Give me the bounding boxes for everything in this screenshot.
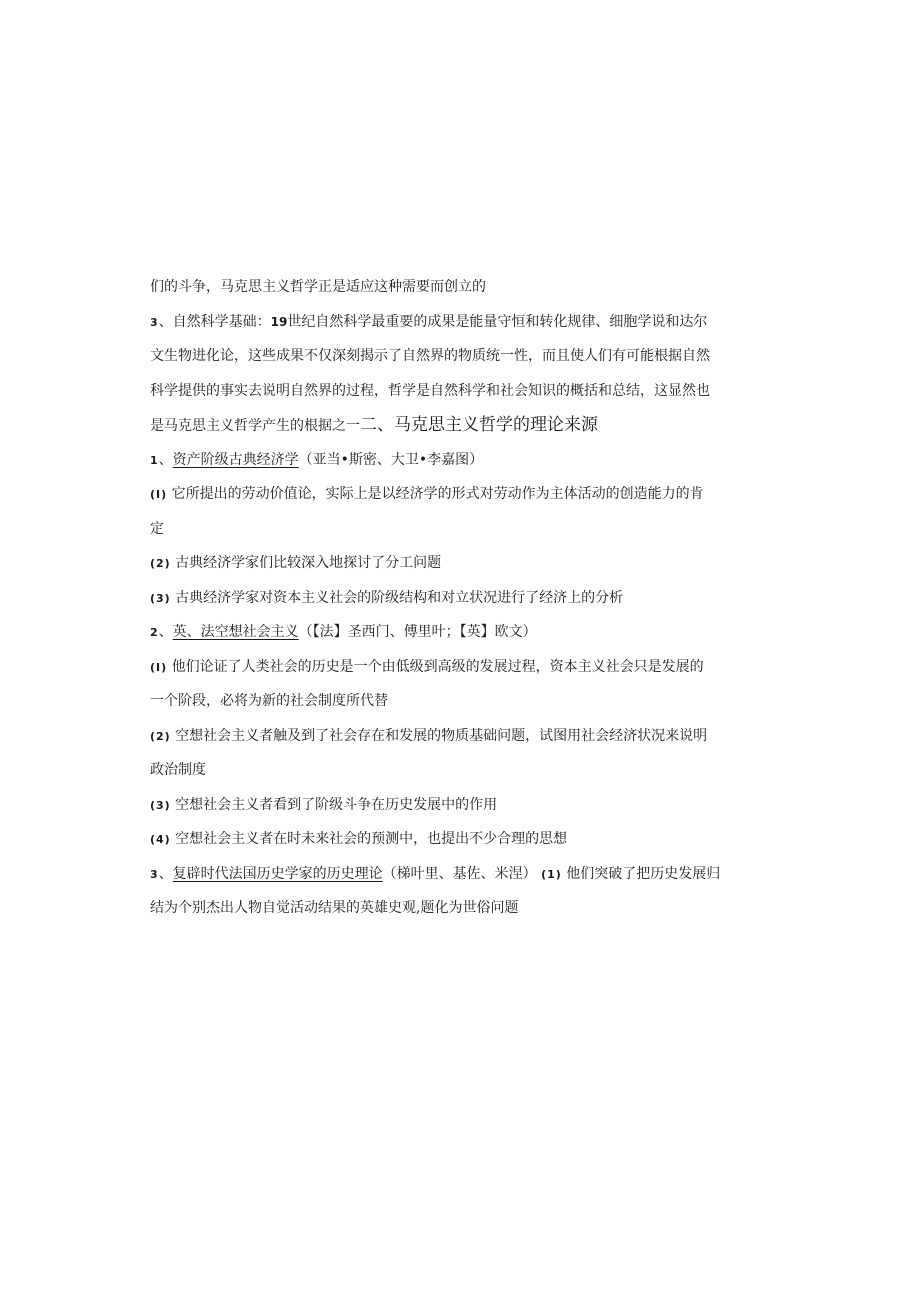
- item-number: (1): [541, 867, 562, 881]
- paragraph-line: [150, 270, 780, 305]
- paragraph-line-with-heading: [150, 408, 780, 443]
- text: 是马克思主义哲学产生的根据之一: [150, 418, 360, 434]
- text: 科学提供的事实去说明自然界的过程，哲学是自然科学和社会知识的概括和总结，这显然也: [150, 382, 710, 399]
- text: 空想社会主义者在时未来社会的预测中，也提出不少合理的思想: [175, 831, 568, 847]
- underlined-title: 资产阶级古典经济学: [172, 451, 299, 468]
- text: 、自然科学基础：: [158, 313, 271, 330]
- text: 他们论证了人类社会的历史是一个由低级到高级的发展过程，资本主义社会只是发展的: [171, 658, 704, 675]
- text: 它所提出的劳动价值论，实际上是以经济学的形式对劳动作为主体活动的创造能力的肯: [171, 486, 704, 502]
- text: 古典经济学家们比较深入地探讨了分工问题: [175, 555, 442, 571]
- paragraph-line: [150, 891, 780, 926]
- underlined-title: 英、法空想社会主义: [172, 624, 299, 640]
- century-number: 19: [270, 314, 288, 329]
- text: （【法】圣西门、傅里叶；【英】欧文）: [298, 624, 537, 640]
- item-number: (I): [150, 488, 168, 501]
- subsection-classical-economics: [150, 443, 780, 478]
- underlined-title: 复辟时代法国历史学家的历史理论: [172, 865, 383, 882]
- text: （梯叶里、基佐、米涅）: [382, 865, 537, 882]
- item-number: (I): [150, 660, 168, 674]
- text: 们的斗争，马克思主义哲学正是适应这种需要而创立的: [150, 279, 486, 295]
- document-body: [150, 270, 780, 926]
- item-number: 3: [150, 867, 159, 881]
- list-item: [150, 822, 780, 857]
- item-number: (4): [150, 833, 171, 846]
- text: 他们突破了把历史发展归: [566, 865, 721, 882]
- item-number: (3): [150, 798, 171, 812]
- paragraph-line: [150, 684, 780, 719]
- text: 一个阶段，必将为新的社会制度所代替: [150, 693, 388, 709]
- paragraph-line: [150, 374, 780, 409]
- item-number: 2: [150, 626, 159, 639]
- section-natural-science: [150, 305, 780, 340]
- list-item: [150, 650, 780, 685]
- item-number: (3): [150, 591, 171, 605]
- paragraph-line: [150, 753, 780, 788]
- text: 政治制度: [150, 762, 206, 778]
- paragraph-line: [150, 512, 780, 547]
- item-number: (2): [150, 729, 171, 743]
- text: 结为个别杰出人物自觉活动结果的英雄史观,题化为世俗问题: [150, 900, 519, 916]
- text: 空想社会主义者触及到了社会存在和发展的物质基础问题，试图用社会经济状况来说明: [175, 727, 708, 744]
- list-item: [150, 719, 780, 754]
- text: 、: [158, 624, 173, 640]
- list-item: [150, 788, 780, 823]
- subsection-french-historians: [150, 857, 780, 892]
- text: （亚当•斯密、大卫•李嘉图）: [298, 451, 484, 468]
- text: 定: [150, 520, 164, 537]
- item-number: 1: [150, 453, 159, 467]
- text: 文生物进化论，这些成果不仅深刻揭示了自然界的物质统一性，而且使人们有可能根据自然: [150, 348, 710, 364]
- text: 世纪自然科学最重要的成果是能量守恒和转化规律、细胞学说和达尔: [287, 313, 708, 330]
- text: 、: [158, 451, 173, 468]
- section-heading: 二、马克思主义哲学的理论来源: [360, 415, 598, 435]
- text: 、: [158, 865, 173, 882]
- text: 古典经济学家对资本主义社会的阶级结构和对立状况进行了经济上的分析: [175, 589, 624, 606]
- list-item: [150, 477, 780, 512]
- list-item: [150, 581, 780, 616]
- item-number: (2): [150, 557, 171, 570]
- paragraph-line: [150, 339, 780, 374]
- list-item: [150, 546, 780, 581]
- text: 空想社会主义者看到了阶级斗争在历史发展中的作用: [175, 796, 498, 813]
- subsection-utopian-socialism: [150, 615, 780, 650]
- item-number: 3: [150, 315, 159, 329]
